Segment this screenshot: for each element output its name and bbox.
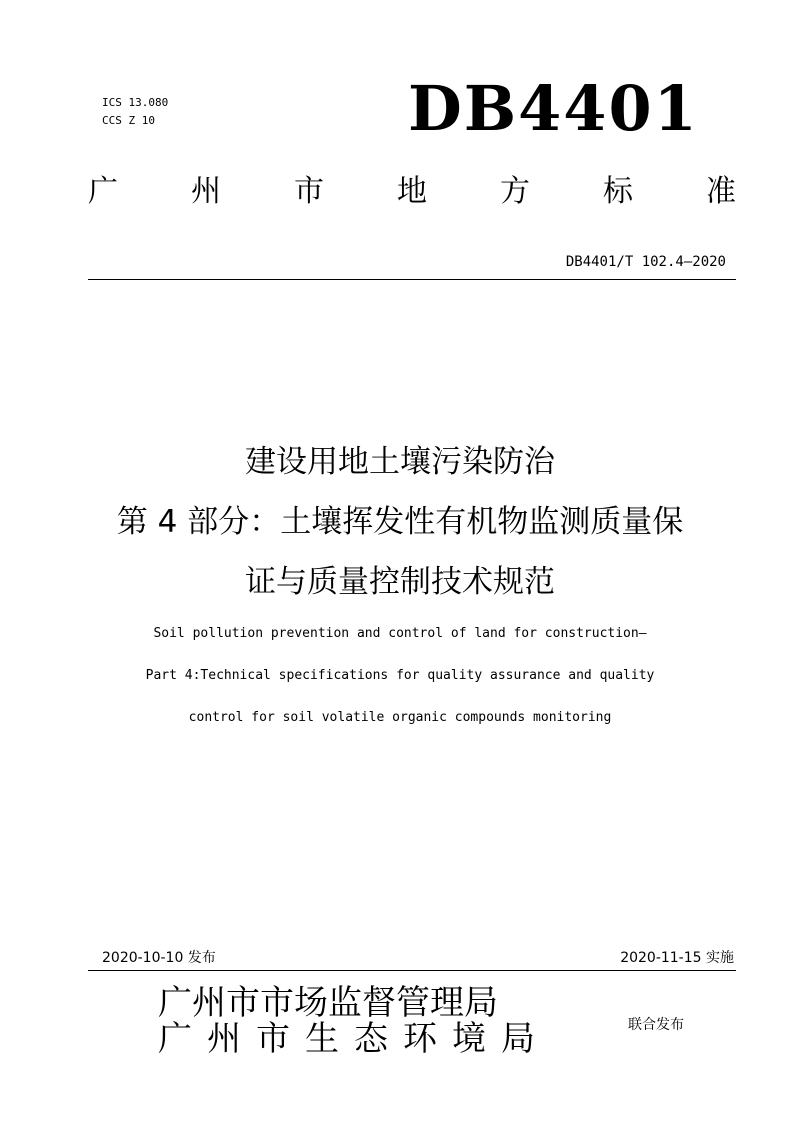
implementation-date: 2020-11-15 实施 [620,950,734,966]
issuer-market-regulation: 广州市市场监督管理局 [158,983,498,1023]
standard-type-char: 广 [88,174,118,209]
title-en-line-3: control for soil volatile organic compounds monitoring [188,710,612,725]
title-cn-line-2: 第 4 部分：土壤挥发性有机物监测质量保 [116,504,684,540]
standard-type-heading [88,172,736,212]
standard-type-char: 方 [500,174,530,209]
issuer-ecology-environment: 广州市生态环境局 [158,1019,550,1059]
title-cn-line-1: 建设用地土壤污染防治 [245,444,555,480]
issue-date: 2020-10-10 发布 [102,950,216,966]
issuing-organizations [158,985,550,1057]
title-en-line-2: Part 4:Technical specifications for quality assurance and quality [145,668,655,683]
title-cn-line-3: 证与质量控制技术规范 [245,564,555,600]
standard-number: DB4401/T 102.4—2020 [565,254,726,270]
classification-codes [102,94,168,130]
standard-code-logo: DB4401 [408,72,699,145]
standard-type-char: 地 [397,174,427,209]
standard-type-char: 标 [603,174,633,209]
standard-type-char: 市 [294,174,324,209]
footer-divider [88,970,736,971]
joint-issue-label: 联合发布 [628,1017,684,1033]
standard-type-char: 准 [706,174,736,209]
ics-code: ICS 13.080 [102,96,169,109]
header-divider [88,279,736,280]
standard-type-char: 州 [191,174,221,209]
title-en-line-1: Soil pollution prevention and control of land for construction— [153,626,647,641]
ccs-code: CCS Z 10 [102,114,155,127]
